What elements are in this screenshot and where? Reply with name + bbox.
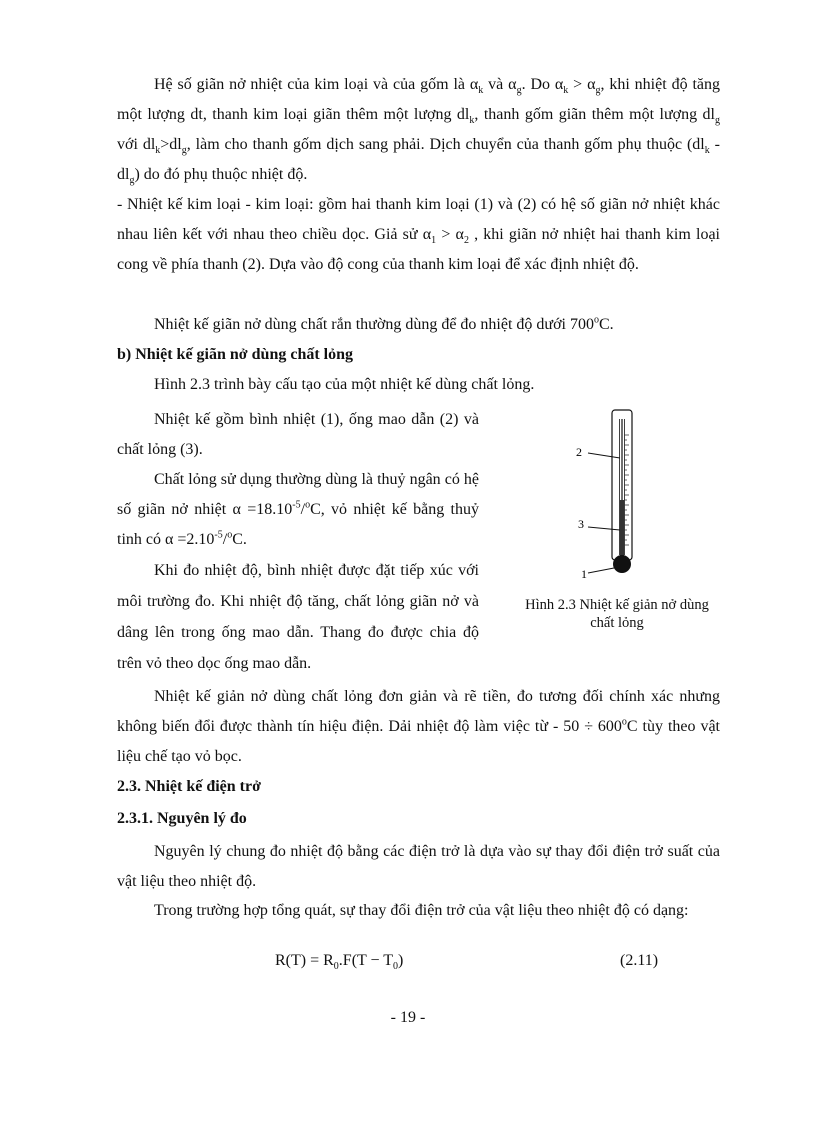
heading-resistance-thermometer: 2.3. Nhiệt kế điện trở (117, 778, 261, 795)
label-1: 1 (581, 567, 587, 581)
page-number: - 19 - (390, 1009, 426, 1026)
heading-measurement-principle: 2.3.1. Nguyên lý đo (117, 810, 247, 827)
paragraph-liquid-summary: Nhiệt kế giản nở dùng chất lỏng đơn giản và rẽ tiền, đo tương đối chính xác nhưng không biến đổi được thành tín hiệu điện. Dải nhiệt độ làm việc từ - $50 \div 600^oC$ tùy theo vật liệu chế tạo vỏ bọc. (117, 688, 720, 765)
formula-2-11: $R(T) = R_0.F(T - T_0)$ (275, 952, 404, 973)
paragraph-solid-range: Nhiệt kế giãn nở dùng chất rắn thường dùng để đo nhiệt độ dưới 700$^o$C. (154, 314, 614, 333)
paragraph-figure-intro: Hình 2.3 trình bày cấu tạo của một nhiệt kế dùng chất lỏng. (154, 376, 535, 393)
leader-1 (588, 568, 614, 573)
formula-number: (2.11) (620, 952, 659, 969)
heading-liquid-thermometer: b) Nhiệt kế giãn nở dùng chất lỏng (117, 346, 354, 363)
figure-caption: Hình 2.3 Nhiệt kế giản nở dùng chất lỏng (525, 597, 709, 631)
label-3: 3 (578, 517, 584, 531)
bulb (614, 556, 631, 573)
paragraph-expansion-coefficients: Hệ số giãn nở nhiệt của kim loại và của gốm là $\alpha_k$ và $\alpha_g$. Do $\alpha_k > \alpha_g$, khi nhiệt độ tăng một lượng dt, thanh kim loại giãn thêm một lượng $dl_k$, thanh gốm giãn thêm một lượng $dl_g$ với $dl_k>dl_g$, làm cho thanh gốm dịch sang phải. Dịch chuyển của thanh gốm phụ thuộc $(dl_k - dl_g)$ do đó phụ thuộc nhiệt độ. (117, 76, 721, 187)
paragraph-mercury: Chất lỏng sử dụng thường dùng là thuỷ ngân có hệ số giãn nở nhiệt $\alpha =18.10^{-5}/^oC$, vỏ nhiệt kế bằng thuỷ tinh có $\alpha =2.10^{-5}/^oC$. (117, 471, 480, 548)
paragraph-general-form: Trong trường hợp tổng quát, sự thay đổi điện trở của vật liệu theo nhiệt độ có dạng: (154, 902, 689, 919)
paragraph-components: Nhiệt kế gồm bình nhiệt (1), ống mao dẫn (2) và chất lỏng (3). (117, 411, 479, 458)
paragraph-principle: Nguyên lý chung đo nhiệt độ bằng các điện trở là dựa vào sự thay đổi điện trở suất của vật liệu theo nhiệt độ. (117, 843, 720, 890)
label-2: 2 (576, 445, 582, 459)
liquid-column (620, 500, 624, 560)
paragraph-measurement: Khi đo nhiệt độ, bình nhiệt được đặt tiếp xúc với môi trường đo. Khi nhiệt độ tăng, chất lỏng giãn nở và dâng lên trong ống mao dẫn. Thang đo được chia độ trên vỏ theo dọc ống mao dẫn. (117, 562, 479, 672)
paragraph-metal-metal: - Nhiệt kế kim loại - kim loại: gồm hai thanh kim loại (1) và (2) có hệ số giãn nở nhiệt khác nhau liên kết với nhau theo chiều dọc. Giả sử $\alpha_1 > \alpha_2$ , khi giãn nở nhiệt hai thanh kim loại cong về phía thanh (2). Dựa vào độ cong của thanh kim loại để xác định nhiệt độ. (117, 196, 720, 273)
